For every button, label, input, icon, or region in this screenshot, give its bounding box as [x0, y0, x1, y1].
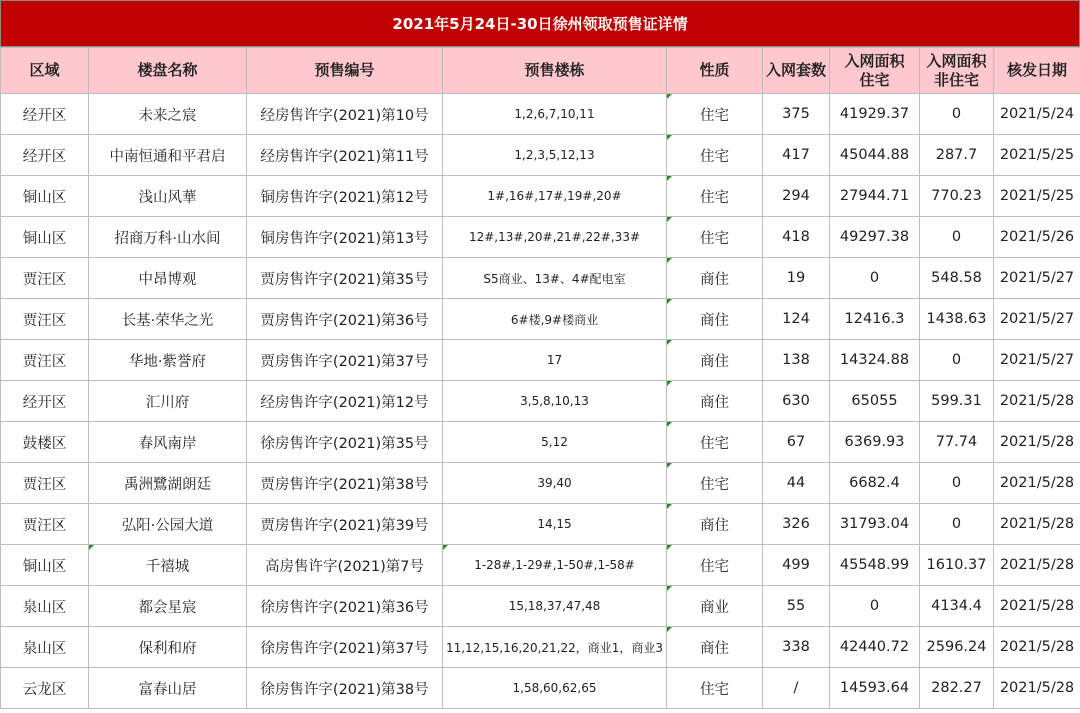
table-row — [1, 94, 1080, 135]
table-row — [1, 381, 1080, 422]
cell-permit-number: 徐房售许字(2021)第36号 — [247, 586, 443, 627]
cell-district: 云龙区 — [1, 668, 89, 709]
cell-units: 326 — [763, 504, 830, 545]
cell-residential-area: 0 — [830, 586, 920, 627]
cell-residential-area: 45044.88 — [830, 135, 920, 176]
cell-units: 418 — [763, 217, 830, 258]
table-row — [1, 627, 1080, 668]
cell-issue-date: 2021/5/25 — [994, 135, 1080, 176]
cell-property-type: 商住 — [667, 299, 763, 340]
cell-issue-date: 2021/5/27 — [994, 299, 1080, 340]
cell-residential-area: 65055 — [830, 381, 920, 422]
cell-units: 417 — [763, 135, 830, 176]
cell-issue-date: 2021/5/26 — [994, 217, 1080, 258]
cell-permit-number: 贾房售许字(2021)第38号 — [247, 463, 443, 504]
cell-issue-date: 2021/5/28 — [994, 463, 1080, 504]
col-header-units: 入网套数 — [763, 48, 830, 94]
cell-district: 经开区 — [1, 381, 89, 422]
cell-property-type: 住宅 — [667, 176, 763, 217]
cell-issue-date: 2021/5/28 — [994, 668, 1080, 709]
col-header-buildings: 预售楼栋 — [443, 48, 667, 94]
col-header-residential-area: 入网面积 住宅 — [830, 48, 920, 94]
cell-nonresidential-area: 1438.63 — [920, 299, 994, 340]
cell-nonresidential-area: 0 — [920, 463, 994, 504]
cell-district: 鼓楼区 — [1, 422, 89, 463]
header-row — [1, 48, 1080, 94]
cell-district: 铜山区 — [1, 545, 89, 586]
cell-residential-area: 14324.88 — [830, 340, 920, 381]
table-row — [1, 422, 1080, 463]
cell-issue-date: 2021/5/28 — [994, 586, 1080, 627]
cell-residential-area: 6682.4 — [830, 463, 920, 504]
cell-permit-number: 经房售许字(2021)第11号 — [247, 135, 443, 176]
cell-units: / — [763, 668, 830, 709]
cell-property-type: 住宅 — [667, 94, 763, 135]
cell-residential-area: 49297.38 — [830, 217, 920, 258]
cell-project-name: 汇川府 — [89, 381, 247, 422]
cell-district: 泉山区 — [1, 627, 89, 668]
cell-property-type: 住宅 — [667, 463, 763, 504]
cell-district: 贾汪区 — [1, 340, 89, 381]
cell-units: 55 — [763, 586, 830, 627]
cell-project-name: 千禧城 — [89, 545, 247, 586]
table-row — [1, 586, 1080, 627]
cell-units: 499 — [763, 545, 830, 586]
cell-permit-number: 铜房售许字(2021)第12号 — [247, 176, 443, 217]
cell-nonresidential-area: 282.27 — [920, 668, 994, 709]
table-row — [1, 258, 1080, 299]
table-row — [1, 135, 1080, 176]
cell-property-type: 住宅 — [667, 545, 763, 586]
presale-table — [0, 47, 1080, 709]
cell-units: 44 — [763, 463, 830, 504]
cell-district: 经开区 — [1, 94, 89, 135]
cell-residential-area: 27944.71 — [830, 176, 920, 217]
col-header-district: 区域 — [1, 48, 89, 94]
cell-buildings: 1,2,6,7,10,11 — [443, 94, 667, 135]
cell-project-name: 中昂博观 — [89, 258, 247, 299]
cell-residential-area: 12416.3 — [830, 299, 920, 340]
cell-buildings: 1,58,60,62,65 — [443, 668, 667, 709]
cell-project-name: 都会星宸 — [89, 586, 247, 627]
cell-nonresidential-area: 599.31 — [920, 381, 994, 422]
cell-property-type: 住宅 — [667, 422, 763, 463]
cell-permit-number: 贾房售许字(2021)第35号 — [247, 258, 443, 299]
cell-buildings: 11,12,15,16,20,21,22，商业1，商业3 — [443, 627, 667, 668]
col-header-project-name: 楼盘名称 — [89, 48, 247, 94]
cell-property-type: 商住 — [667, 258, 763, 299]
table-row — [1, 463, 1080, 504]
cell-district: 贾汪区 — [1, 504, 89, 545]
cell-nonresidential-area: 2596.24 — [920, 627, 994, 668]
cell-permit-number: 贾房售许字(2021)第39号 — [247, 504, 443, 545]
cell-residential-area: 0 — [830, 258, 920, 299]
cell-permit-number: 徐房售许字(2021)第38号 — [247, 668, 443, 709]
cell-district: 铜山区 — [1, 176, 89, 217]
cell-units: 294 — [763, 176, 830, 217]
col-header-issue-date: 核发日期 — [994, 48, 1080, 94]
report-title: 2021年5月24日-30日徐州领取预售证详情 — [0, 0, 1080, 47]
cell-issue-date: 2021/5/28 — [994, 381, 1080, 422]
cell-issue-date: 2021/5/25 — [994, 176, 1080, 217]
cell-project-name: 华地·紫誉府 — [89, 340, 247, 381]
cell-buildings: 15,18,37,47,48 — [443, 586, 667, 627]
cell-project-name: 长基·荣华之光 — [89, 299, 247, 340]
cell-property-type: 商住 — [667, 381, 763, 422]
cell-project-name: 禹洲鷺湖朗廷 — [89, 463, 247, 504]
table-row — [1, 299, 1080, 340]
cell-project-name: 春风南岸 — [89, 422, 247, 463]
cell-nonresidential-area: 4134.4 — [920, 586, 994, 627]
cell-units: 375 — [763, 94, 830, 135]
cell-permit-number: 经房售许字(2021)第12号 — [247, 381, 443, 422]
cell-units: 124 — [763, 299, 830, 340]
cell-nonresidential-area: 0 — [920, 217, 994, 258]
table-row — [1, 545, 1080, 586]
cell-buildings: S5商业、13#、4#配电室 — [443, 258, 667, 299]
cell-district: 铜山区 — [1, 217, 89, 258]
cell-issue-date: 2021/5/28 — [994, 545, 1080, 586]
cell-permit-number: 经房售许字(2021)第10号 — [247, 94, 443, 135]
cell-issue-date: 2021/5/24 — [994, 94, 1080, 135]
cell-property-type: 商住 — [667, 340, 763, 381]
cell-property-type: 商业 — [667, 586, 763, 627]
cell-project-name: 招商万科·山水间 — [89, 217, 247, 258]
cell-issue-date: 2021/5/28 — [994, 422, 1080, 463]
cell-buildings: 17 — [443, 340, 667, 381]
cell-buildings: 6#楼,9#楼商业 — [443, 299, 667, 340]
cell-project-name: 弘阳·公园大道 — [89, 504, 247, 545]
cell-units: 138 — [763, 340, 830, 381]
cell-nonresidential-area: 0 — [920, 504, 994, 545]
cell-nonresidential-area: 77.74 — [920, 422, 994, 463]
cell-district: 经开区 — [1, 135, 89, 176]
cell-residential-area: 6369.93 — [830, 422, 920, 463]
cell-units: 338 — [763, 627, 830, 668]
cell-property-type: 商住 — [667, 504, 763, 545]
cell-nonresidential-area: 287.7 — [920, 135, 994, 176]
cell-issue-date: 2021/5/27 — [994, 258, 1080, 299]
cell-property-type: 住宅 — [667, 135, 763, 176]
cell-project-name: 保利和府 — [89, 627, 247, 668]
cell-district: 贾汪区 — [1, 463, 89, 504]
cell-district: 贾汪区 — [1, 299, 89, 340]
cell-residential-area: 42440.72 — [830, 627, 920, 668]
table-row — [1, 176, 1080, 217]
cell-buildings: 5,12 — [443, 422, 667, 463]
cell-nonresidential-area: 0 — [920, 340, 994, 381]
cell-permit-number: 徐房售许字(2021)第37号 — [247, 627, 443, 668]
cell-project-name: 富春山居 — [89, 668, 247, 709]
cell-district: 贾汪区 — [1, 258, 89, 299]
cell-district: 泉山区 — [1, 586, 89, 627]
cell-issue-date: 2021/5/27 — [994, 340, 1080, 381]
cell-issue-date: 2021/5/28 — [994, 627, 1080, 668]
cell-permit-number: 铜房售许字(2021)第13号 — [247, 217, 443, 258]
cell-nonresidential-area: 1610.37 — [920, 545, 994, 586]
cell-buildings: 1#,16#,17#,19#,20# — [443, 176, 667, 217]
cell-nonresidential-area: 548.58 — [920, 258, 994, 299]
cell-nonresidential-area: 0 — [920, 94, 994, 135]
cell-units: 67 — [763, 422, 830, 463]
cell-permit-number: 贾房售许字(2021)第36号 — [247, 299, 443, 340]
cell-units: 19 — [763, 258, 830, 299]
table-row — [1, 504, 1080, 545]
cell-residential-area: 45548.99 — [830, 545, 920, 586]
cell-buildings: 14,15 — [443, 504, 667, 545]
cell-project-name: 浅山风華 — [89, 176, 247, 217]
cell-buildings: 12#,13#,20#,21#,22#,33# — [443, 217, 667, 258]
cell-residential-area: 31793.04 — [830, 504, 920, 545]
cell-issue-date: 2021/5/28 — [994, 504, 1080, 545]
cell-buildings: 39,40 — [443, 463, 667, 504]
cell-permit-number: 徐房售许字(2021)第35号 — [247, 422, 443, 463]
table-row — [1, 340, 1080, 381]
col-header-property-type: 性质 — [667, 48, 763, 94]
cell-permit-number: 贾房售许字(2021)第37号 — [247, 340, 443, 381]
cell-project-name: 未来之宸 — [89, 94, 247, 135]
cell-permit-number: 高房售许字(2021)第7号 — [247, 545, 443, 586]
cell-nonresidential-area: 770.23 — [920, 176, 994, 217]
col-header-nonresidential-area: 入网面积 非住宅 — [920, 48, 994, 94]
table-body — [1, 94, 1080, 709]
cell-buildings: 3,5,8,10,13 — [443, 381, 667, 422]
cell-project-name: 中南恒通和平君启 — [89, 135, 247, 176]
cell-buildings: 1-28#,1-29#,1-50#,1-58# — [443, 545, 667, 586]
cell-residential-area: 41929.37 — [830, 94, 920, 135]
cell-property-type: 住宅 — [667, 217, 763, 258]
cell-property-type: 住宅 — [667, 668, 763, 709]
col-header-permit-number: 预售编号 — [247, 48, 443, 94]
cell-residential-area: 14593.64 — [830, 668, 920, 709]
cell-buildings: 1,2,3,5,12,13 — [443, 135, 667, 176]
table-row — [1, 668, 1080, 709]
cell-units: 630 — [763, 381, 830, 422]
cell-property-type: 商住 — [667, 627, 763, 668]
table-row — [1, 217, 1080, 258]
